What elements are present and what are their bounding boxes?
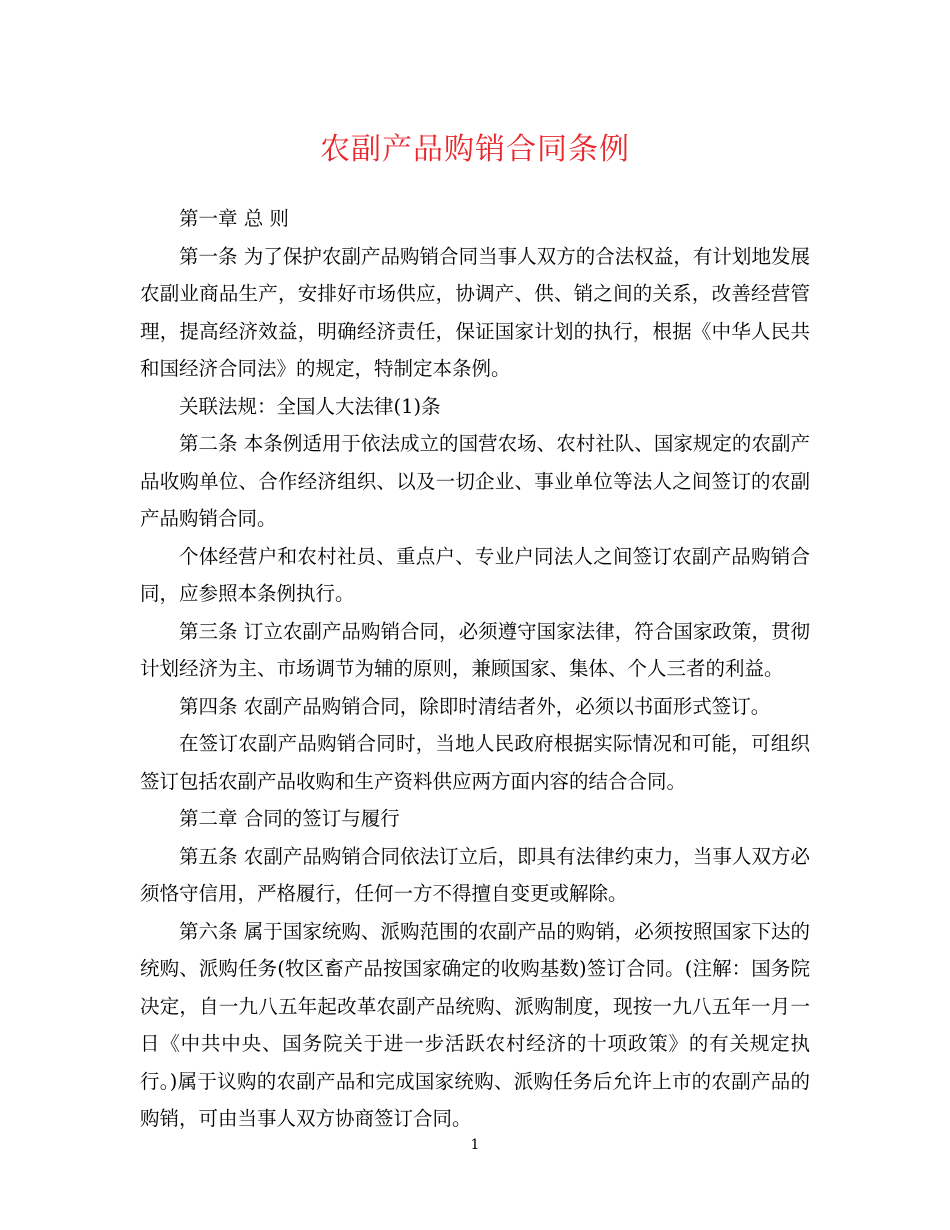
article-paragraph: 第一条 为了保护农副产品购销合同当事人双方的合法权益，有计划地发展农副业商品生产，安排好市场供应，协调产、供、销之间的关系，改善经营管理，提高经济效益，明确经济责任，保证国家计划的执行，根据《中华人民共和国经济合同法》的规定，特制定本条例。 (140, 244, 810, 380)
document-title: 农副产品购销合同条例 (320, 132, 630, 167)
document-body (140, 200, 810, 1138)
article-paragraph: 在签订农副产品购销合同时，当地人民政府根据实际情况和可能，可组织签订包括农副产品收购和生产资料供应两方面内容的结合合同。 (140, 732, 810, 793)
page-number: 1 (470, 1137, 480, 1153)
article-paragraph: 第二条 本条例适用于依法成立的国营农场、农村社队、国家规定的农副产品收购单位、合作经济组织、以及一切企业、事业单位等法人之间签订的农副产品购销合同。 (140, 432, 810, 530)
article-paragraph: 个体经营户和农村社员、重点户、专业户同法人之间签订农副产品购销合同，应参照本条例执行。 (140, 544, 810, 605)
article-paragraph: 第六条 属于国家统购、派购范围的农副产品的购销，必须按照国家下达的统购、派购任务(牧区畜产品按国家确定的收购基数)签订合同。(注解：国务院决定，自一九八五年起改革农副产品统购、派购制度，现按一九八五年一月一日《中共中央、国务院关于进一步活跃农村经济的十项政策》的有关规定执行。)属于议购的农副产品和完成国家统购、派购任务后允许上市的农副产品的购销，可由当事人双方协商签订合同。 (140, 919, 810, 1130)
article-paragraph: 第三条 订立农副产品购销合同，必须遵守国家法律，符合国家政策，贯彻计划经济为主、市场调节为辅的原则，兼顾国家、集体、个人三者的利益。 (140, 619, 810, 680)
related-law-note: 关联法规：全国人大法律(1)条 (179, 394, 441, 418)
article-paragraph: 第五条 农副产品购销合同依法订立后，即具有法律约束力，当事人双方必须恪守信用，严格履行，任何一方不得擅自变更或解除。 (140, 844, 810, 905)
chapter-heading: 第二章 合同的签订与履行 (179, 807, 400, 830)
chapter-heading: 第一章 总 则 (179, 207, 289, 230)
article-paragraph: 第四条 农副产品购销合同，除即时清结者外，必须以书面形式签订。 (179, 694, 771, 718)
